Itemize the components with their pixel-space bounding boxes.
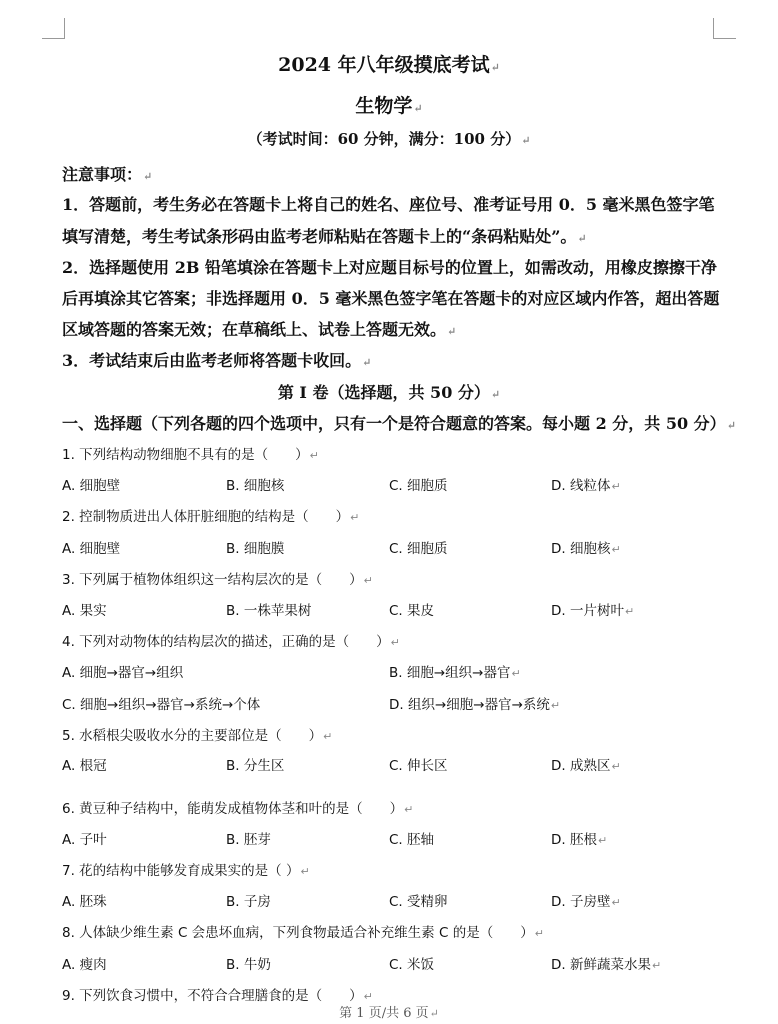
notice-item-2-line-3: 区域答题的答案无效；在草稿纸上、试卷上答题无效。↵ xyxy=(62,320,457,339)
option-a: A. 根冠 xyxy=(62,758,107,774)
option-c: C. 米饭 xyxy=(389,957,435,973)
option-d: D. 组织→细胞→器官→系统↵ xyxy=(389,697,561,713)
option-a: A. 胚珠 xyxy=(62,894,107,910)
exam-info: （考试时间：60 分钟，满分：100 分）↵ xyxy=(247,130,531,148)
option-d: D. 新鲜蔬菜水果↵ xyxy=(551,957,662,973)
question-stem: 1. 下列结构动物细胞不具有的是（ ）↵ xyxy=(62,447,319,463)
notice-item-1-line-2: 填写清楚，考生考试条形码由监考老师粘贴在答题卡上的“条码粘贴处”。↵ xyxy=(62,227,587,246)
option-a: A. 细胞壁 xyxy=(62,541,121,557)
volume-title: 第 I 卷（选择题，共 50 分）↵ xyxy=(277,383,501,402)
notice-item-2-line-1: 2．选择题使用 2B 铅笔填涂在答题卡上对应题目标号的位置上，如需改动，用橡皮擦擦干净 xyxy=(62,258,717,277)
option-b: B. 细胞核 xyxy=(226,478,285,494)
option-a: A. 细胞壁 xyxy=(62,478,121,494)
option-c: C. 胚轴 xyxy=(389,832,435,848)
option-b: B. 一株苹果树 xyxy=(226,603,312,619)
option-a: A. 细胞→器官→组织 xyxy=(62,665,184,681)
option-c: C. 受精卵 xyxy=(389,894,448,910)
page-number: 第 1 页/共 6 页↵ xyxy=(339,1006,439,1021)
option-d: D. 一片树叶↵ xyxy=(551,603,635,619)
notice-item-3: 3．考试结束后由监考老师将答题卡收回。↵ xyxy=(62,351,372,370)
notice-heading: 注意事项：↵ xyxy=(62,165,153,184)
question-stem: 6. 黄豆种子结构中，能萌发成植物体茎和叶的是（ ）↵ xyxy=(62,801,414,817)
option-c: C. 细胞质 xyxy=(389,478,448,494)
question-stem: 7. 花的结构中能够发育成果实的是（ ）↵ xyxy=(62,863,310,879)
option-c: C. 细胞质 xyxy=(389,541,448,557)
option-d: D. 细胞核↵ xyxy=(551,541,621,557)
notice-item-1-line-1: 1．答题前，考生务必在答题卡上将自己的姓名、座位号、准考证号用 0．5 毫米黑色签字笔 xyxy=(62,195,715,214)
option-b: B. 牛奶 xyxy=(226,957,271,973)
subject-title: 生物学↵ xyxy=(355,95,423,117)
part-title: 一、选择题（下列各题的四个选项中，只有一个是符合题意的答案。每小题 2 分，共 50 分）↵ xyxy=(62,414,736,433)
option-d: D. 胚根↵ xyxy=(551,832,608,848)
option-b: B. 细胞→组织→器官↵ xyxy=(389,665,521,681)
option-c: C. 果皮 xyxy=(389,603,435,619)
option-b: B. 分生区 xyxy=(226,758,285,774)
question-stem: 3. 下列属于植物体组织这一结构层次的是（ ）↵ xyxy=(62,572,373,588)
crop-mark-top-left xyxy=(42,18,65,39)
option-c: C. 细胞→组织→器官→系统→个体 xyxy=(62,697,261,713)
question-stem: 4. 下列对动物体的结构层次的描述，正确的是（ ）↵ xyxy=(62,634,400,650)
option-b: B. 胚芽 xyxy=(226,832,271,848)
option-c: C. 伸长区 xyxy=(389,758,448,774)
option-a: A. 子叶 xyxy=(62,832,107,848)
option-a: A. 果实 xyxy=(62,603,107,619)
option-d: D. 子房壁↵ xyxy=(551,894,621,910)
question-stem: 2. 控制物质进出人体肝脏细胞的结构是（ ）↵ xyxy=(62,509,360,525)
option-b: B. 细胞膜 xyxy=(226,541,285,557)
option-d: D. 线粒体↵ xyxy=(551,478,621,494)
question-stem: 5. 水稻根尖吸收水分的主要部位是（ ）↵ xyxy=(62,728,333,744)
exam-title: 2024 年八年级摸底考试↵ xyxy=(278,54,500,76)
option-d: D. 成熟区↵ xyxy=(551,758,621,774)
question-stem: 9. 下列饮食习惯中，不符合合理膳食的是（ ）↵ xyxy=(62,988,373,1004)
crop-mark-top-right xyxy=(713,18,736,39)
option-a: A. 瘦肉 xyxy=(62,957,107,973)
option-b: B. 子房 xyxy=(226,894,271,910)
notice-item-2-line-2: 后再填涂其它答案；非选择题用 0．5 毫米黑色签字笔在答题卡的对应区域内作答，超出答题 xyxy=(62,289,720,308)
question-stem: 8. 人体缺少维生素 C 会患坏血病，下列食物最适合补充维生素 C 的是（ ）↵ xyxy=(62,925,544,941)
